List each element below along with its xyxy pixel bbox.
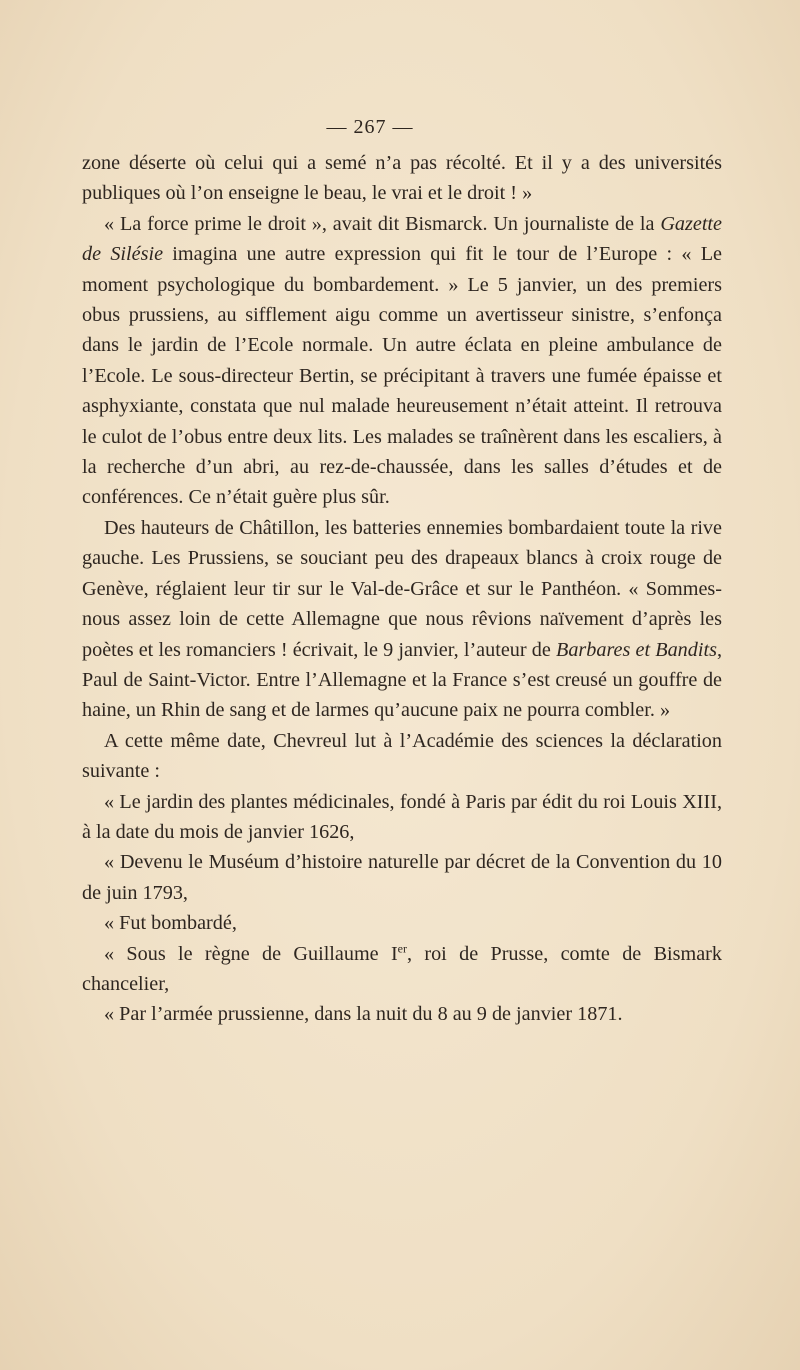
paragraph-9-text: « Par l’armée prussienne, dans la nuit du 8 au 9 de janvier 1871. [104, 1003, 623, 1026]
paragraph-1 [82, 148, 722, 209]
paragraph-9 [82, 999, 722, 1029]
paragraph-3 [82, 513, 722, 726]
paragraph-8-text-a: « Sous le règne de Guillaume I [104, 942, 398, 965]
body-text [82, 148, 722, 1030]
paragraph-6-text: « Devenu le Muséum d’histoire naturelle par décret de la Convention du 10 de juin 1793, [82, 851, 722, 904]
paragraph-5-text: « Le jardin des plantes médicinales, fondé à Paris par édit du roi Louis XIII, à la date du mois de janvier 1626, [82, 790, 722, 843]
paragraph-8-text-b: , roi de Prusse, comte de Bismark chancelier, [82, 942, 722, 995]
paragraph-3-text-b: , Paul de Saint-Victor. Entre l’Allemagne et la France s’est creusé un gouffre de haine, un Rhin de sang et de larmes qu’aucune paix ne pourra combler. » [82, 638, 722, 722]
paragraph-5 [82, 787, 722, 848]
paragraph-2-text-b: imagina une autre expression qui fit le tour de l’Europe : « Le moment psychologique du bombardement. » Le 5 janvier, un des premiers obus prussiens, au sifflement aigu comme un avertisseur sinistre, s’enfonça dans le jardin de l’Ecole normale. Un autre éclata en pleine ambulance de l’Ecole. Le sous-directeur Bertin, se précipitant à travers une fumée épaisse et asphyxiante, constata que nul malade heureusement n’était atteint. Il retrouva le culot de l’obus entre deux lits. Les malades se traînèrent dans les escaliers, à la recherche d’un abri, au rez-de-chaussée, dans les salles d’études et de conférences. Ce n’était guère plus sûr. [82, 243, 722, 509]
paragraph-2-text-a: « La force prime le droit », avait dit Bismarck. Un journaliste de la [104, 212, 661, 235]
paragraph-4-text: A cette même date, Chevreul lut à l’Académie des sciences la déclaration suivante : [82, 729, 722, 783]
paragraph-1-text: zone déserte où celui qui a semé n’a pas récolté. Et il y a des universités publiques où l’on enseigne le beau, le vrai et le droit ! » [82, 152, 722, 205]
page-number: — 267 — [326, 116, 414, 138]
periodical-title: Gazette de Silésie [82, 212, 722, 266]
paragraph-3-text-a: Des hauteurs de Châtillon, les batteries ennemies bombardaient toute la rive gauche. Les Prussiens, se souciant peu des drapeaux blancs à croix rouge de Genève, réglaient leur tir sur le Val-de-Grâce et sur le Panthéon. « Sommes-nous assez loin de cette Allemagne que nous rêvions naïvement d’après les poètes et les romanciers ! écrivait, le 9 janvier, l’auteur de [82, 516, 722, 661]
book-title: Barbares et Bandits [555, 638, 717, 661]
paragraph-8 [82, 939, 722, 1000]
paragraph-7 [82, 908, 722, 938]
paragraph-7-text: « Fut bombardé, [104, 912, 237, 935]
paragraph-2 [82, 209, 722, 513]
ordinal-superscript: er [397, 940, 407, 955]
paragraph-6 [82, 847, 722, 908]
paragraph-4 [82, 726, 722, 787]
